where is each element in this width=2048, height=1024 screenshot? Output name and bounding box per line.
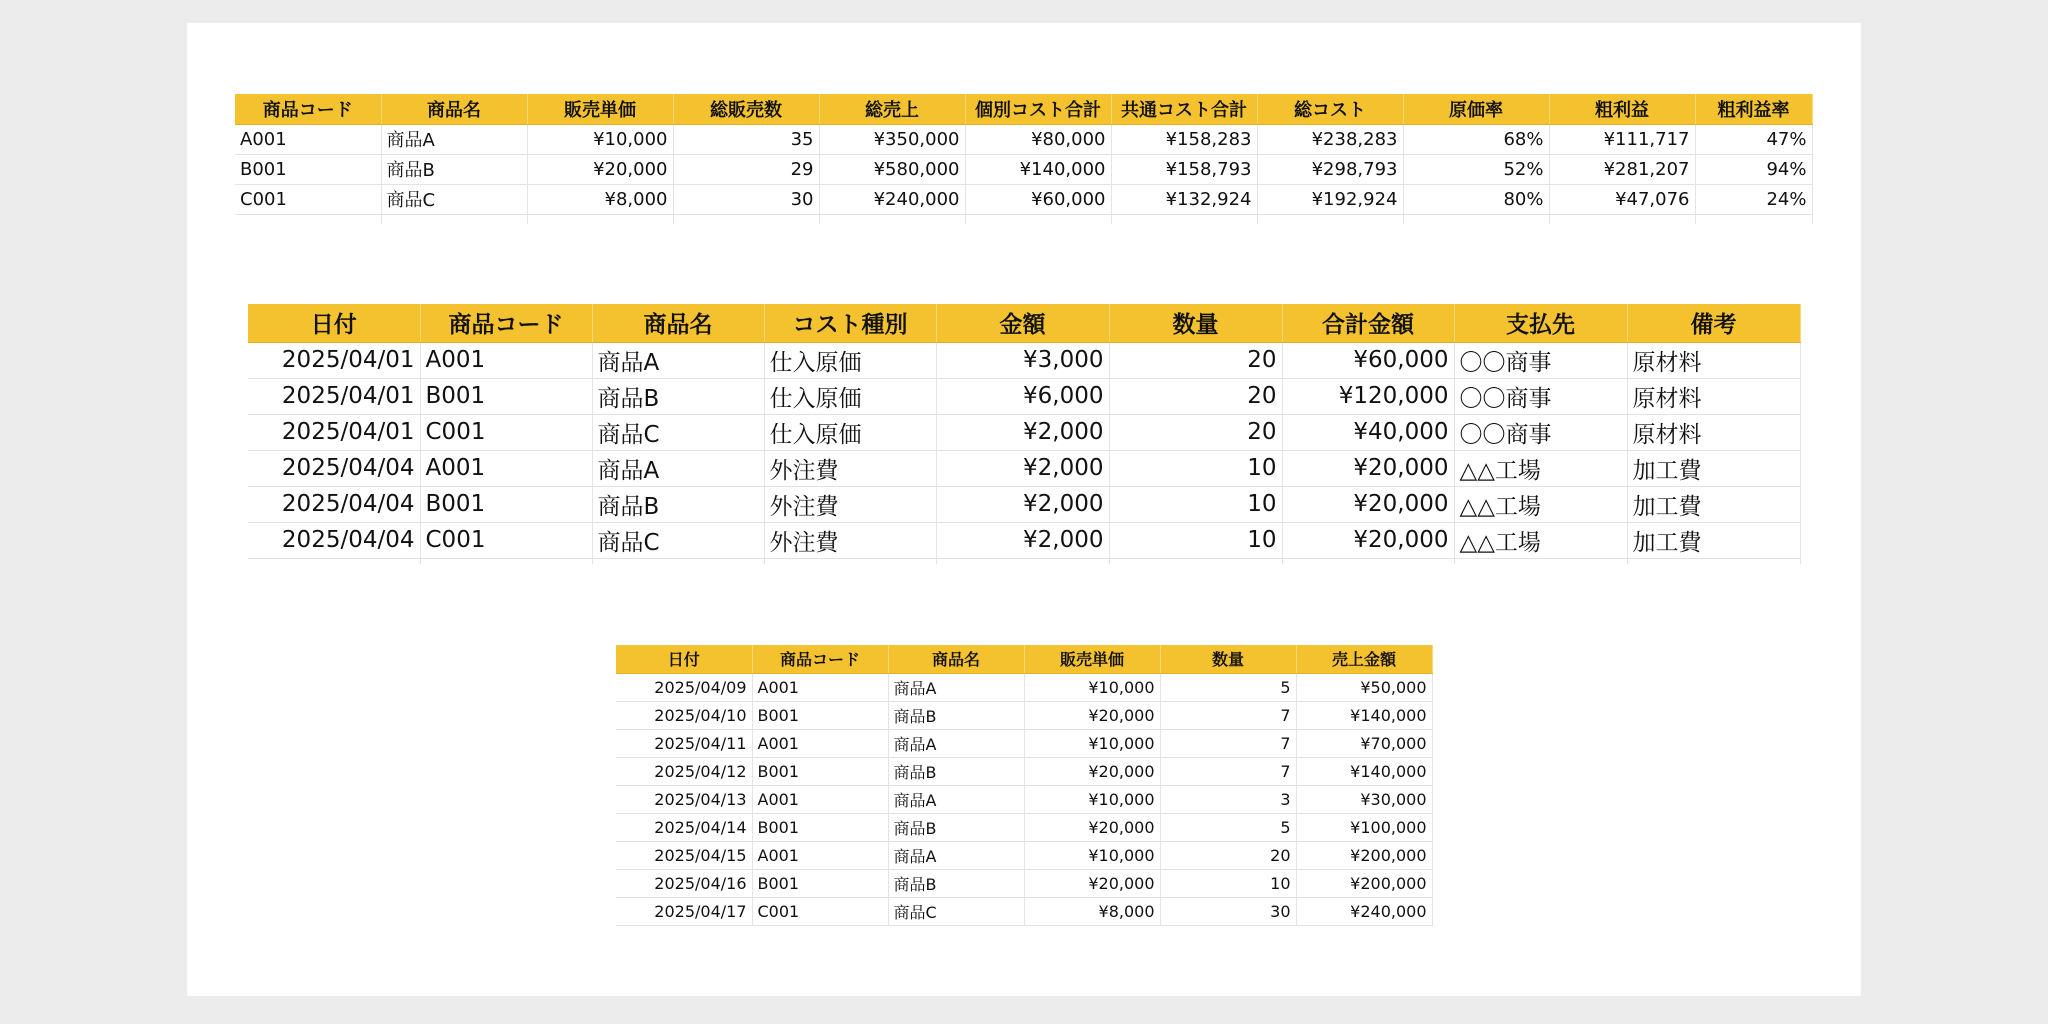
- table-cell[interactable]: △△工場: [1454, 522, 1627, 558]
- table-cell[interactable]: ¥140,000: [965, 154, 1111, 184]
- empty-cell[interactable]: [1627, 558, 1800, 564]
- table-row: [616, 729, 1432, 757]
- empty-cell[interactable]: [965, 214, 1111, 224]
- table-cell[interactable]: 原材料: [1627, 378, 1800, 414]
- table-row: [248, 486, 1800, 522]
- table-row: [616, 701, 1432, 729]
- table-cell[interactable]: 68%: [1403, 124, 1549, 154]
- column-header[interactable]: 粗利益: [1549, 94, 1695, 124]
- column-header[interactable]: 原価率: [1403, 94, 1549, 124]
- table-cell[interactable]: 94%: [1695, 154, 1812, 184]
- empty-row: [248, 558, 1800, 564]
- table-row: [616, 869, 1432, 897]
- table-cell[interactable]: 7: [1160, 757, 1296, 785]
- table-cell[interactable]: ¥100,000: [1296, 813, 1432, 841]
- table-cell[interactable]: ¥20,000: [1024, 813, 1160, 841]
- table-cell[interactable]: 20: [1160, 841, 1296, 869]
- empty-row: [235, 214, 1812, 224]
- table-row: [248, 342, 1800, 378]
- table-cell[interactable]: 30: [673, 184, 819, 214]
- table-cell[interactable]: 商品B: [888, 757, 1024, 785]
- column-header[interactable]: 日付: [248, 304, 420, 342]
- table-cell[interactable]: ¥158,283: [1111, 124, 1257, 154]
- column-header[interactable]: 総コスト: [1257, 94, 1403, 124]
- table-cell[interactable]: 2025/04/16: [616, 869, 752, 897]
- table-cell[interactable]: 29: [673, 154, 819, 184]
- table-cell[interactable]: 2025/04/04: [248, 486, 420, 522]
- table-cell[interactable]: 商品A: [888, 673, 1024, 701]
- table-cell[interactable]: ¥70,000: [1296, 729, 1432, 757]
- table-cell[interactable]: ¥10,000: [1024, 785, 1160, 813]
- table-cell[interactable]: 仕入原価: [764, 414, 936, 450]
- column-header[interactable]: 備考: [1627, 304, 1800, 342]
- table-cell[interactable]: 2025/04/17: [616, 897, 752, 925]
- table-cell[interactable]: C001: [420, 414, 592, 450]
- table-cell[interactable]: 2025/04/09: [616, 673, 752, 701]
- table-cell[interactable]: 2025/04/14: [616, 813, 752, 841]
- column-header[interactable]: 販売単価: [1024, 645, 1160, 673]
- table-cell[interactable]: 7: [1160, 729, 1296, 757]
- column-header[interactable]: コスト種別: [764, 304, 936, 342]
- table-cell[interactable]: 2025/04/01: [248, 342, 420, 378]
- table-cell[interactable]: 商品B: [381, 154, 527, 184]
- table-cell[interactable]: ¥80,000: [965, 124, 1111, 154]
- table-cell[interactable]: 加工費: [1627, 522, 1800, 558]
- table-cell[interactable]: A001: [752, 729, 888, 757]
- empty-cell[interactable]: [673, 214, 819, 224]
- table-cell[interactable]: ¥20,000: [1024, 869, 1160, 897]
- table-cell[interactable]: 外注費: [764, 450, 936, 486]
- table-cell[interactable]: 商品C: [888, 897, 1024, 925]
- table-cell[interactable]: ¥20,000: [1282, 450, 1454, 486]
- table-cell[interactable]: 2025/04/01: [248, 378, 420, 414]
- table-cell[interactable]: 商品A: [888, 729, 1024, 757]
- table-cell[interactable]: 2025/04/01: [248, 414, 420, 450]
- table-cell[interactable]: 商品C: [592, 522, 764, 558]
- cost-records-table: [248, 304, 1801, 564]
- table-cell[interactable]: A001: [752, 841, 888, 869]
- column-header[interactable]: 粗利益率: [1695, 94, 1812, 124]
- empty-cell[interactable]: [1111, 214, 1257, 224]
- table-cell[interactable]: ¥60,000: [965, 184, 1111, 214]
- table-cell[interactable]: 2025/04/04: [248, 450, 420, 486]
- table-cell[interactable]: ¥50,000: [1296, 673, 1432, 701]
- table-cell[interactable]: 30: [1160, 897, 1296, 925]
- table-cell[interactable]: ¥10,000: [527, 124, 673, 154]
- table-cell[interactable]: ¥10,000: [1024, 841, 1160, 869]
- table-row: [616, 785, 1432, 813]
- column-header[interactable]: 商品コード: [235, 94, 381, 124]
- table-cell[interactable]: 仕入原価: [764, 378, 936, 414]
- table-cell[interactable]: 原材料: [1627, 342, 1800, 378]
- table-cell[interactable]: ¥20,000: [1024, 701, 1160, 729]
- table-row: [248, 378, 1800, 414]
- table-cell[interactable]: ¥158,793: [1111, 154, 1257, 184]
- table-cell[interactable]: 外注費: [764, 486, 936, 522]
- column-header[interactable]: 金額: [936, 304, 1109, 342]
- column-header[interactable]: 総販売数: [673, 94, 819, 124]
- empty-cell[interactable]: [1257, 214, 1403, 224]
- table-cell[interactable]: 商品B: [888, 869, 1024, 897]
- table-cell[interactable]: 商品C: [381, 184, 527, 214]
- table-cell[interactable]: 原材料: [1627, 414, 1800, 450]
- table-cell[interactable]: A001: [420, 450, 592, 486]
- table-cell[interactable]: C001: [235, 184, 381, 214]
- table-cell[interactable]: 商品B: [888, 813, 1024, 841]
- column-header[interactable]: 合計金額: [1282, 304, 1454, 342]
- empty-cell[interactable]: [1109, 558, 1282, 564]
- empty-cell[interactable]: [248, 558, 420, 564]
- empty-cell[interactable]: [527, 214, 673, 224]
- table-row: [616, 841, 1432, 869]
- table-cell[interactable]: 47%: [1695, 124, 1812, 154]
- table-cell[interactable]: 10: [1109, 522, 1282, 558]
- table-cell[interactable]: ¥240,000: [1296, 897, 1432, 925]
- table-cell[interactable]: ¥580,000: [819, 154, 965, 184]
- empty-cell[interactable]: [1282, 558, 1454, 564]
- table-cell[interactable]: ¥20,000: [1282, 486, 1454, 522]
- table-cell[interactable]: ¥8,000: [527, 184, 673, 214]
- table-row: [248, 414, 1800, 450]
- table-cell[interactable]: C001: [420, 522, 592, 558]
- table-cell[interactable]: ¥200,000: [1296, 869, 1432, 897]
- table-cell[interactable]: A001: [752, 785, 888, 813]
- table-cell[interactable]: 20: [1109, 342, 1282, 378]
- column-header[interactable]: 日付: [616, 645, 752, 673]
- table-cell[interactable]: ¥140,000: [1296, 757, 1432, 785]
- column-header[interactable]: 個別コスト合計: [965, 94, 1111, 124]
- table-row: [616, 897, 1432, 925]
- table-row: [235, 184, 1812, 214]
- table-cell[interactable]: 52%: [1403, 154, 1549, 184]
- table-cell[interactable]: ¥2,000: [936, 414, 1109, 450]
- table-cell[interactable]: ¥120,000: [1282, 378, 1454, 414]
- table-cell[interactable]: 商品B: [888, 701, 1024, 729]
- table-header-row: [235, 94, 1812, 124]
- table-cell[interactable]: ¥192,924: [1257, 184, 1403, 214]
- table-cell[interactable]: 5: [1160, 813, 1296, 841]
- table-cell[interactable]: ¥20,000: [527, 154, 673, 184]
- table-cell[interactable]: 10: [1160, 869, 1296, 897]
- column-header[interactable]: 数量: [1160, 645, 1296, 673]
- table-cell[interactable]: 20: [1109, 378, 1282, 414]
- table-cell[interactable]: ¥140,000: [1296, 701, 1432, 729]
- table-cell[interactable]: ¥6,000: [936, 378, 1109, 414]
- table-cell[interactable]: 2025/04/10: [616, 701, 752, 729]
- table-cell[interactable]: 5: [1160, 673, 1296, 701]
- table-cell[interactable]: B001: [752, 813, 888, 841]
- table-cell[interactable]: 商品A: [381, 124, 527, 154]
- table-cell[interactable]: △△工場: [1454, 450, 1627, 486]
- table-cell[interactable]: 2025/04/15: [616, 841, 752, 869]
- table-cell[interactable]: ¥10,000: [1024, 729, 1160, 757]
- sales-records-table: [616, 645, 1433, 926]
- empty-cell[interactable]: [235, 214, 381, 224]
- product-summary-table: [235, 94, 1813, 224]
- table-cell[interactable]: 2025/04/04: [248, 522, 420, 558]
- table-cell[interactable]: ¥8,000: [1024, 897, 1160, 925]
- table-cell[interactable]: 7: [1160, 701, 1296, 729]
- table-cell[interactable]: ¥2,000: [936, 522, 1109, 558]
- table-cell[interactable]: A001: [420, 342, 592, 378]
- table-cell[interactable]: 80%: [1403, 184, 1549, 214]
- table-row: [616, 813, 1432, 841]
- table-cell[interactable]: ¥2,000: [936, 486, 1109, 522]
- table-row: [616, 673, 1432, 701]
- column-header[interactable]: 商品名: [381, 94, 527, 124]
- table-row: [616, 757, 1432, 785]
- column-header[interactable]: 商品名: [592, 304, 764, 342]
- table-cell[interactable]: 仕入原価: [764, 342, 936, 378]
- table-row: [248, 450, 1800, 486]
- empty-cell[interactable]: [1549, 214, 1695, 224]
- column-header[interactable]: 総売上: [819, 94, 965, 124]
- table-cell[interactable]: 24%: [1695, 184, 1812, 214]
- table-cell[interactable]: 外注費: [764, 522, 936, 558]
- table-cell[interactable]: B001: [235, 154, 381, 184]
- table-cell[interactable]: ¥20,000: [1024, 757, 1160, 785]
- table-cell[interactable]: ¥47,076: [1549, 184, 1695, 214]
- table-cell[interactable]: ¥30,000: [1296, 785, 1432, 813]
- table-cell[interactable]: ¥238,283: [1257, 124, 1403, 154]
- table-row: [248, 522, 1800, 558]
- table-cell[interactable]: A001: [235, 124, 381, 154]
- table-cell[interactable]: 商品C: [592, 414, 764, 450]
- empty-cell[interactable]: [592, 558, 764, 564]
- table-row: [235, 154, 1812, 184]
- empty-cell[interactable]: [1403, 214, 1549, 224]
- table-cell[interactable]: 20: [1109, 414, 1282, 450]
- column-header[interactable]: 商品名: [888, 645, 1024, 673]
- table-cell[interactable]: ¥40,000: [1282, 414, 1454, 450]
- column-header[interactable]: 共通コスト合計: [1111, 94, 1257, 124]
- empty-cell[interactable]: [819, 214, 965, 224]
- empty-cell[interactable]: [936, 558, 1109, 564]
- column-header[interactable]: 売上金額: [1296, 645, 1432, 673]
- table-cell[interactable]: 商品A: [888, 841, 1024, 869]
- table-cell[interactable]: ¥20,000: [1282, 522, 1454, 558]
- table-row: [235, 124, 1812, 154]
- column-header[interactable]: 数量: [1109, 304, 1282, 342]
- table-cell[interactable]: 〇〇商事: [1454, 378, 1627, 414]
- table-cell[interactable]: ¥10,000: [1024, 673, 1160, 701]
- table-cell[interactable]: ¥60,000: [1282, 342, 1454, 378]
- column-header[interactable]: 販売単価: [527, 94, 673, 124]
- table-cell[interactable]: △△工場: [1454, 486, 1627, 522]
- table-cell[interactable]: 商品B: [592, 378, 764, 414]
- table-cell[interactable]: 商品B: [592, 486, 764, 522]
- table-cell[interactable]: 3: [1160, 785, 1296, 813]
- table-header-row: [616, 645, 1432, 673]
- table-cell[interactable]: 35: [673, 124, 819, 154]
- table-cell[interactable]: ¥2,000: [936, 450, 1109, 486]
- table-cell[interactable]: 加工費: [1627, 486, 1800, 522]
- empty-cell[interactable]: [1695, 214, 1812, 224]
- table-cell[interactable]: B001: [752, 869, 888, 897]
- table-cell[interactable]: 加工費: [1627, 450, 1800, 486]
- empty-cell[interactable]: [381, 214, 527, 224]
- empty-cell[interactable]: [420, 558, 592, 564]
- column-header[interactable]: 商品コード: [752, 645, 888, 673]
- table-cell[interactable]: 商品A: [592, 342, 764, 378]
- table-cell[interactable]: B001: [752, 757, 888, 785]
- table-cell[interactable]: 商品A: [592, 450, 764, 486]
- table-cell[interactable]: 2025/04/12: [616, 757, 752, 785]
- table-cell[interactable]: ¥3,000: [936, 342, 1109, 378]
- table-cell[interactable]: ¥132,924: [1111, 184, 1257, 214]
- empty-cell[interactable]: [1454, 558, 1627, 564]
- table-cell[interactable]: A001: [752, 673, 888, 701]
- table-cell[interactable]: ¥281,207: [1549, 154, 1695, 184]
- table-cell[interactable]: 10: [1109, 450, 1282, 486]
- table-cell[interactable]: B001: [420, 378, 592, 414]
- table-cell[interactable]: 〇〇商事: [1454, 342, 1627, 378]
- table-cell[interactable]: ¥350,000: [819, 124, 965, 154]
- table-cell[interactable]: 2025/04/11: [616, 729, 752, 757]
- table-cell[interactable]: 2025/04/13: [616, 785, 752, 813]
- table-cell[interactable]: 商品A: [888, 785, 1024, 813]
- empty-cell[interactable]: [764, 558, 936, 564]
- table-cell[interactable]: C001: [752, 897, 888, 925]
- table-cell[interactable]: 〇〇商事: [1454, 414, 1627, 450]
- table-cell[interactable]: ¥111,717: [1549, 124, 1695, 154]
- table-cell[interactable]: ¥298,793: [1257, 154, 1403, 184]
- column-header[interactable]: 支払先: [1454, 304, 1627, 342]
- table-cell[interactable]: ¥240,000: [819, 184, 965, 214]
- table-cell[interactable]: B001: [420, 486, 592, 522]
- table-header-row: [248, 304, 1800, 342]
- column-header[interactable]: 商品コード: [420, 304, 592, 342]
- table-cell[interactable]: 10: [1109, 486, 1282, 522]
- table-cell[interactable]: B001: [752, 701, 888, 729]
- table-cell[interactable]: ¥200,000: [1296, 841, 1432, 869]
